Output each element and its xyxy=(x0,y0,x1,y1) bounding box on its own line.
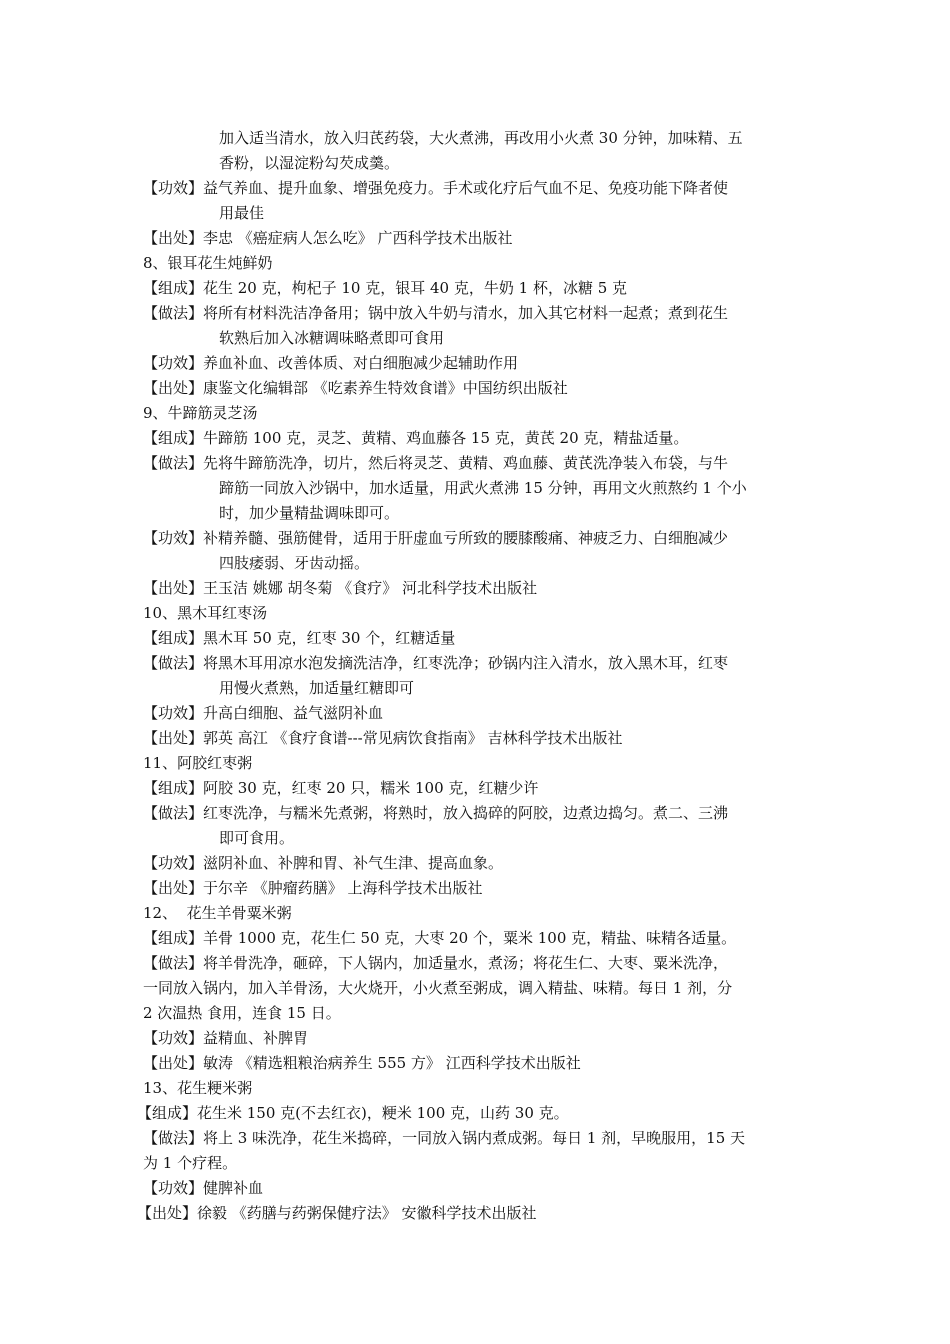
recipe-12-effect: 【功效】益精血、补脾胃 xyxy=(143,1029,309,1047)
recipe-11-effect: 【功效】滋阴补血、补脾和胃、补气生津、提高血象。 xyxy=(143,854,504,872)
recipe-8-method-2: 软熟后加入冰糖调味略煮即可食用 xyxy=(219,329,445,347)
recipe-10-source: 【出处】郭英 高江 《食疗食谱---常见病饮食指南》 吉林科学技术出版社 xyxy=(143,729,623,747)
recipe-8-ingredients: 【组成】花生 20 克，枸杞子 10 克，银耳 40 克，牛奶 1 杯，冰糖 5 克 xyxy=(143,279,628,297)
recipe-11-ingredients: 【组成】阿胶 30 克，红枣 20 只，糯米 100 克，红糖少许 xyxy=(143,779,539,797)
recipe-13-method-1: 【做法】将上 3 味洗净，花生米捣碎，一同放入锅内煮成粥。每日 1 剂，早晚服用，15 天 xyxy=(143,1129,746,1147)
recipe-8-source: 【出处】康鉴文化编辑部 《吃素养生特效食谱》中国纺织出版社 xyxy=(143,379,568,397)
recipe-9-title: 9、牛蹄筋灵芝汤 xyxy=(143,404,258,422)
recipe-13-ingredients: 【组成】花生米 150 克(不去红衣)，粳米 100 克，山药 30 克。 xyxy=(137,1104,569,1122)
recipe-9-effect-1: 【功效】补精养髓、强筋健骨，适用于肝虚血亏所致的腰膝酸痛、神疲乏力、白细胞减少 xyxy=(143,529,729,547)
intro-effect-line-1: 【功效】益气养血、提升血象、增强免疫力。手术或化疗后气血不足、免疫功能下降者使 xyxy=(143,179,729,197)
recipe-9-source: 【出处】王玉洁 姚娜 胡冬菊 《食疗》 河北科学技术出版社 xyxy=(143,579,538,597)
recipe-11-title: 11、阿胶红枣粥 xyxy=(143,754,253,772)
recipe-13-method-2: 为 1 个疗程。 xyxy=(143,1154,238,1172)
recipe-12-method-1: 【做法】将羊骨洗净，砸碎，下人锅内，加适量水，煮汤；将花生仁、大枣、粟米洗净， xyxy=(143,954,729,972)
recipe-11-method-2: 即可食用。 xyxy=(219,829,295,847)
intro-source: 【出处】李忠 《癌症病人怎么吃》 广西科学技术出版社 xyxy=(143,229,513,247)
recipe-8-method-1: 【做法】将所有材料洗洁净备用；锅中放入牛奶与清水，加入其它材料一起煮；煮到花生 xyxy=(143,304,729,322)
recipe-9-method-3: 时，加少量精盐调味即可。 xyxy=(219,504,400,522)
intro-effect-line-2: 用最佳 xyxy=(219,204,265,222)
recipe-13-effect: 【功效】健脾补血 xyxy=(143,1179,264,1197)
recipe-9-ingredients: 【组成】牛蹄筋 100 克，灵芝、黄精、鸡血藤各 15 克，黄芪 20 克，精盐适量。 xyxy=(143,429,689,447)
recipe-10-effect: 【功效】升高白细胞、益气滋阴补血 xyxy=(143,704,384,722)
recipe-11-method-1: 【做法】红枣洗净，与糯米先煮粥，将熟时，放入捣碎的阿胶，边煮边捣匀。煮二、三沸 xyxy=(143,804,729,822)
recipe-12-method-2: 一同放入锅内，加入羊骨汤，大火烧开，小火煮至粥成，调入精盐、味精。每日 1 剂，分 xyxy=(143,979,733,997)
recipe-13-title: 13、花生粳米粥 xyxy=(143,1079,253,1097)
recipe-10-title: 10、黑木耳红枣汤 xyxy=(143,604,268,622)
recipe-12-ingredients: 【组成】羊骨 1000 克，花生仁 50 克，大枣 20 个，粟米 100 克，精盐、味精各适量。 xyxy=(143,929,737,947)
recipe-9-method-1: 【做法】先将牛蹄筋洗净，切片，然后将灵芝、黄精、鸡血藤、黄芪洗净装入布袋，与牛 xyxy=(143,454,729,472)
recipe-10-ingredients: 【组成】黑木耳 50 克，红枣 30 个，红糖适量 xyxy=(143,629,456,647)
recipe-12-title: 12、 花生羊骨粟米粥 xyxy=(143,904,292,922)
intro-method-line-2: 香粉，以湿淀粉勾芡成羹。 xyxy=(219,154,400,172)
recipe-8-effect: 【功效】养血补血、改善体质、对白细胞减少起辅助作用 xyxy=(143,354,519,372)
recipe-11-source: 【出处】于尔辛 《肿瘤药膳》 上海科学技术出版社 xyxy=(143,879,483,897)
recipe-13-source: 【出处】徐毅 《药膳与药粥保健疗法》 安徽科学技术出版社 xyxy=(137,1204,537,1222)
recipe-9-method-2: 蹄筋一同放入沙锅中，加水适量，用武火煮沸 15 分钟，再用文火煎熬约 1 个小 xyxy=(219,479,747,497)
recipe-10-method-2: 用慢火煮熟，加适量红糖即可 xyxy=(219,679,415,697)
recipe-8-title: 8、银耳花生炖鲜奶 xyxy=(143,254,273,272)
recipe-12-source: 【出处】敏涛 《精选粗粮治病养生 555 方》 江西科学技术出版社 xyxy=(143,1054,581,1072)
recipe-10-method-1: 【做法】将黑木耳用凉水泡发摘洗洁净，红枣洗净；砂锅内注入清水，放入黑木耳，红枣 xyxy=(143,654,729,672)
intro-method-line-1: 加入适当清水，放入归芪药袋，大火煮沸，再改用小火煮 30 分钟，加味精、五 xyxy=(219,129,743,147)
recipe-9-effect-2: 四肢痿弱、牙齿动摇。 xyxy=(219,554,370,572)
recipe-12-method-3: 2 次温热 食用，连食 15 日。 xyxy=(143,1004,341,1022)
recipe-column xyxy=(137,126,813,1226)
